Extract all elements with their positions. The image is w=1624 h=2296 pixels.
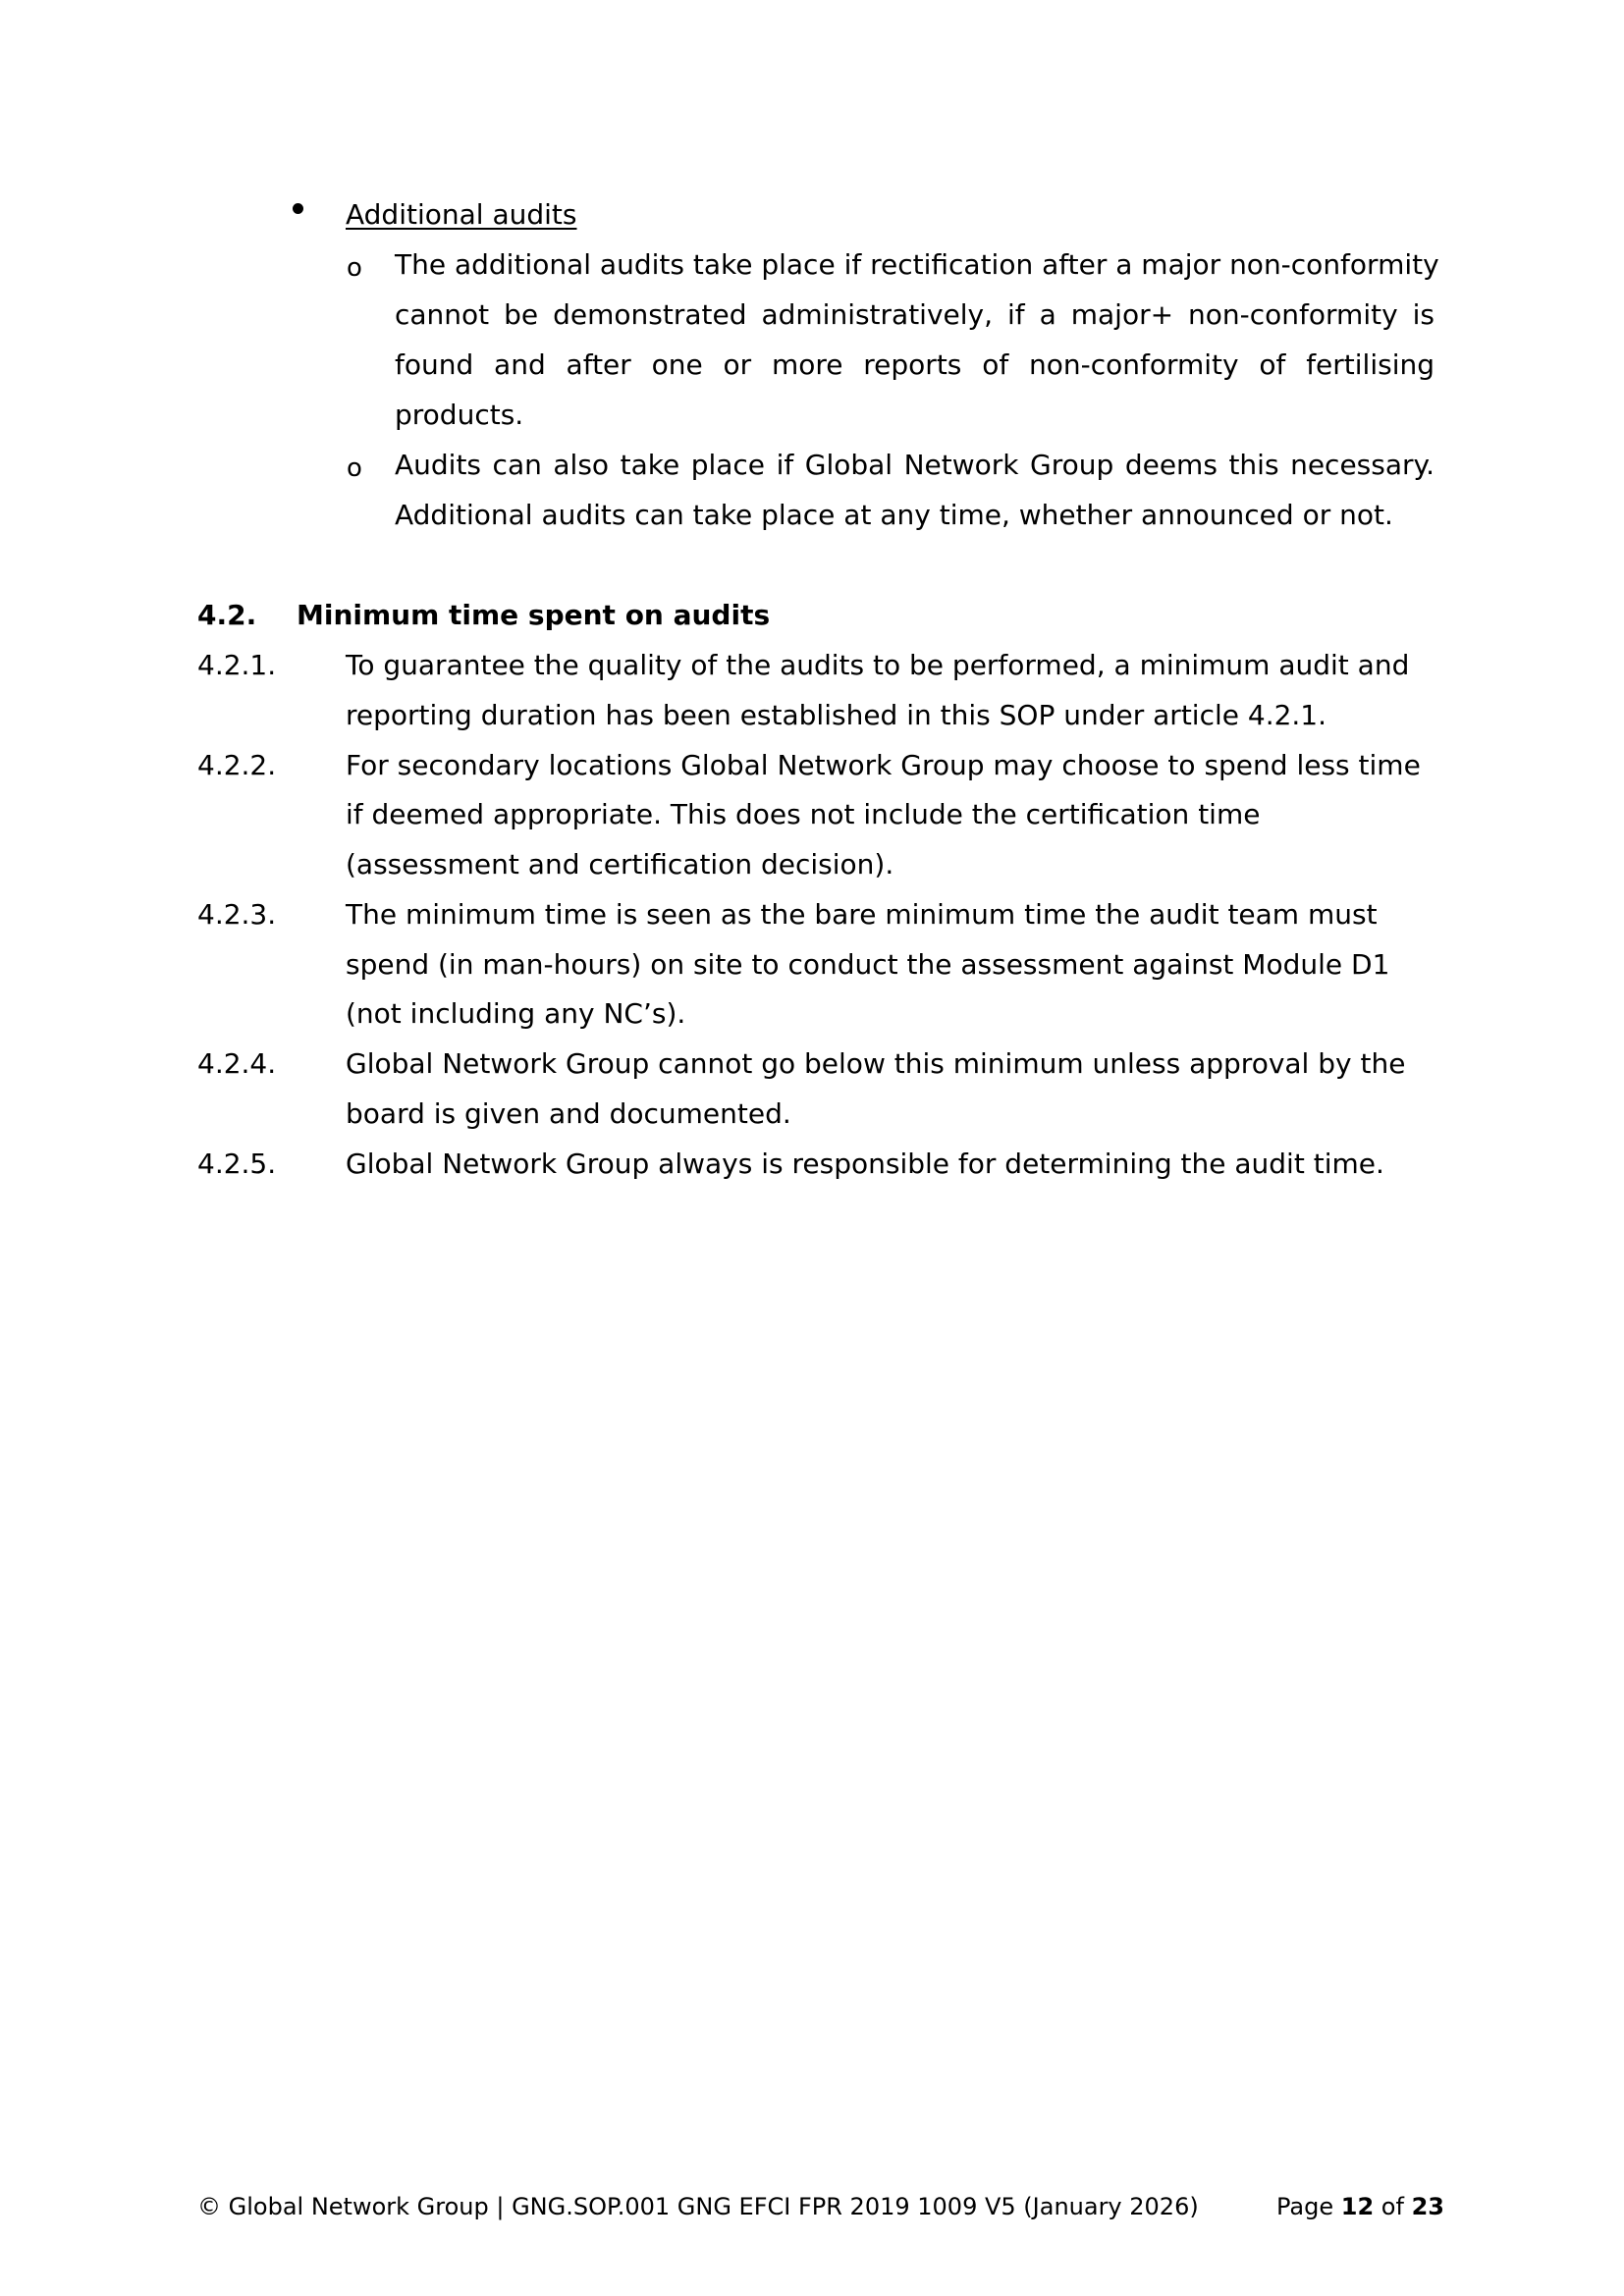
bullet-title: Additional audits (346, 198, 577, 231)
sub-bullet-marker-icon: o (347, 253, 362, 283)
clause-text-line: (assessment and certification decision). (346, 848, 894, 881)
clause-text-line: (not including any NC’s). (346, 997, 686, 1030)
sub1-line-1: The additional audits take place if rectification after a major non-conformity (395, 248, 1439, 281)
section-number: 4.2. (197, 599, 257, 631)
sub-bullet-marker-icon: o (347, 454, 362, 483)
sub2-line-2: Additional audits can take place at any time, whether announced or not. (395, 499, 1393, 531)
page-total: 23 (1411, 2193, 1444, 2220)
sub1-line-3: found and after one or more reports of non-conformity of fertilising (395, 348, 1435, 381)
clause-text-line: To guarantee the quality of the audits to be performed, a minimum audit and (346, 649, 1410, 681)
sub1-line-4: products. (395, 399, 524, 431)
clause-text-line: The minimum time is seen as the bare minimum time the audit team must (346, 898, 1378, 931)
clause-text-line: spend (in man-hours) on site to conduct the assessment against Module D1 (346, 948, 1390, 981)
bullet-icon (293, 203, 303, 214)
page-label: Page (1276, 2193, 1334, 2220)
clause-text-line: reporting duration has been established in this SOP under article 4.2.1. (346, 699, 1327, 731)
clause-text-line: Global Network Group cannot go below this minimum unless approval by the (346, 1047, 1406, 1080)
clause-text-line: Global Network Group always is responsible for determining the audit time. (346, 1148, 1384, 1180)
clause-number: 4.2.5. (197, 1148, 277, 1180)
section-title: Minimum time spent on audits (297, 599, 771, 631)
page-of: of (1380, 2193, 1404, 2220)
sub1-line-2: cannot be demonstrated administratively, if a major+ non-conformity is (395, 298, 1435, 331)
clause-number: 4.2.3. (197, 898, 277, 931)
footer-page-number (1276, 2195, 1444, 2218)
sub2-line-1: Audits can also take place if Global Network Group deems this necessary. (395, 449, 1435, 481)
clause-number: 4.2.2. (197, 749, 277, 781)
page-current: 12 (1340, 2193, 1375, 2220)
clause-text-line: For secondary locations Global Network Group may choose to spend less time (346, 749, 1421, 781)
clause-text-line: if deemed appropriate. This does not include the certification time (346, 798, 1261, 830)
clause-number: 4.2.4. (197, 1047, 277, 1080)
clause-number: 4.2.1. (197, 649, 277, 681)
footer-copyright: © Global Network Group | GNG.SOP.001 GNG EFCI FPR 2019 1009 V5 (January 2026) (197, 2193, 1199, 2220)
clause-text-line: board is given and documented. (346, 1097, 791, 1130)
